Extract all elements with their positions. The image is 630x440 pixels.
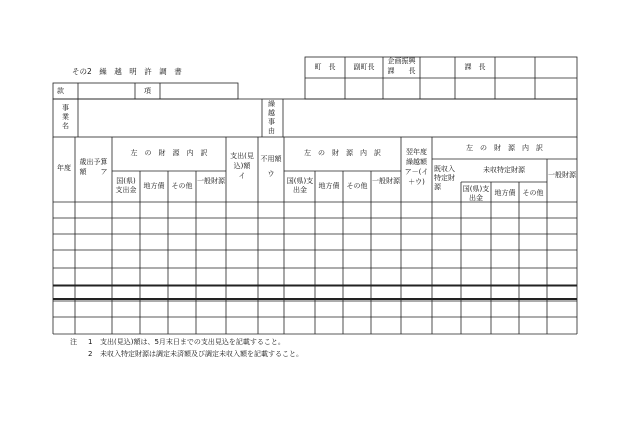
header-general-a: 一般財源 xyxy=(197,177,225,185)
approval-planning-chief-line1: 企画振興 xyxy=(387,57,416,65)
header-local-bond-b: 地方債 xyxy=(318,182,340,190)
note1-text: 支出(見込)額は、5月末日までの支出見込を記載すること。 xyxy=(100,338,285,346)
header-breakdown-b: 左 の 財 源 内 訳 xyxy=(304,149,381,157)
header-next-year-line2: 繰越額 xyxy=(406,158,427,166)
header-national-pref-c: 国(県)支出金 xyxy=(462,185,490,202)
header-unused-line2: ウ xyxy=(267,170,275,178)
header-other-b: その他 xyxy=(346,182,368,190)
header-breakdown-c: 左 の 財 源 内 訳 xyxy=(466,144,543,152)
header-other-a: その他 xyxy=(171,182,193,190)
header-expenditure-line3: イ xyxy=(238,172,246,180)
approval-planning-chief-line2: 課 長 xyxy=(387,67,416,75)
header-next-year-line1: 翌年度 xyxy=(406,148,427,156)
header-local-bond-a: 地方債 xyxy=(143,182,165,190)
header-national-pref-a: 国(県)支出金 xyxy=(115,177,137,194)
carryover-reason-label: 繰越事由 xyxy=(268,100,275,135)
header-next-year-line4: ＋ウ) xyxy=(408,178,425,186)
header-expenditure-line2: 込)額 xyxy=(233,162,251,170)
project-name-label: 事業名 xyxy=(62,104,69,130)
approval-deputy-head: 副町長 xyxy=(353,63,375,71)
header-national-pref-b: 国(県)支出金 xyxy=(286,177,314,194)
header-budget-line2: 額 ア xyxy=(79,168,108,176)
note-label: 注 xyxy=(70,338,77,346)
header-unused-line1: 不用額 xyxy=(260,155,282,163)
header-breakdown-a: 左 の 財 源 内 訳 xyxy=(130,149,208,157)
note1-number: 1 xyxy=(88,338,93,346)
header-unreceived-specific: 未収特定財源 xyxy=(483,166,525,174)
header-received-specific: 既収入特定財源 xyxy=(434,165,455,191)
header-other-c: その他 xyxy=(522,189,544,197)
header-expenditure-line1: 支出(見 xyxy=(230,152,254,160)
header-general-c: 一般財源 xyxy=(548,171,576,179)
header-local-bond-c: 地方債 xyxy=(494,189,516,197)
approval-town-head: 町 長 xyxy=(314,63,336,71)
header-next-year-line3: ア－(イ xyxy=(404,168,429,176)
approval-section-chief: 課 長 xyxy=(464,63,486,71)
form-title: その2 繰 越 明 許 調 書 xyxy=(72,67,182,76)
header-budget-line1: 歳出予算 xyxy=(79,158,108,166)
header-general-b: 一般財源 xyxy=(372,177,400,185)
note2-text: 未収入特定財源は調定未済額及び調定未収入額を記載すること。 xyxy=(100,350,303,358)
kan-label: 款 xyxy=(57,87,64,95)
header-fiscal-year: 年度 xyxy=(57,164,71,172)
kou-label: 項 xyxy=(144,87,151,95)
note2-number: 2 xyxy=(88,350,93,358)
